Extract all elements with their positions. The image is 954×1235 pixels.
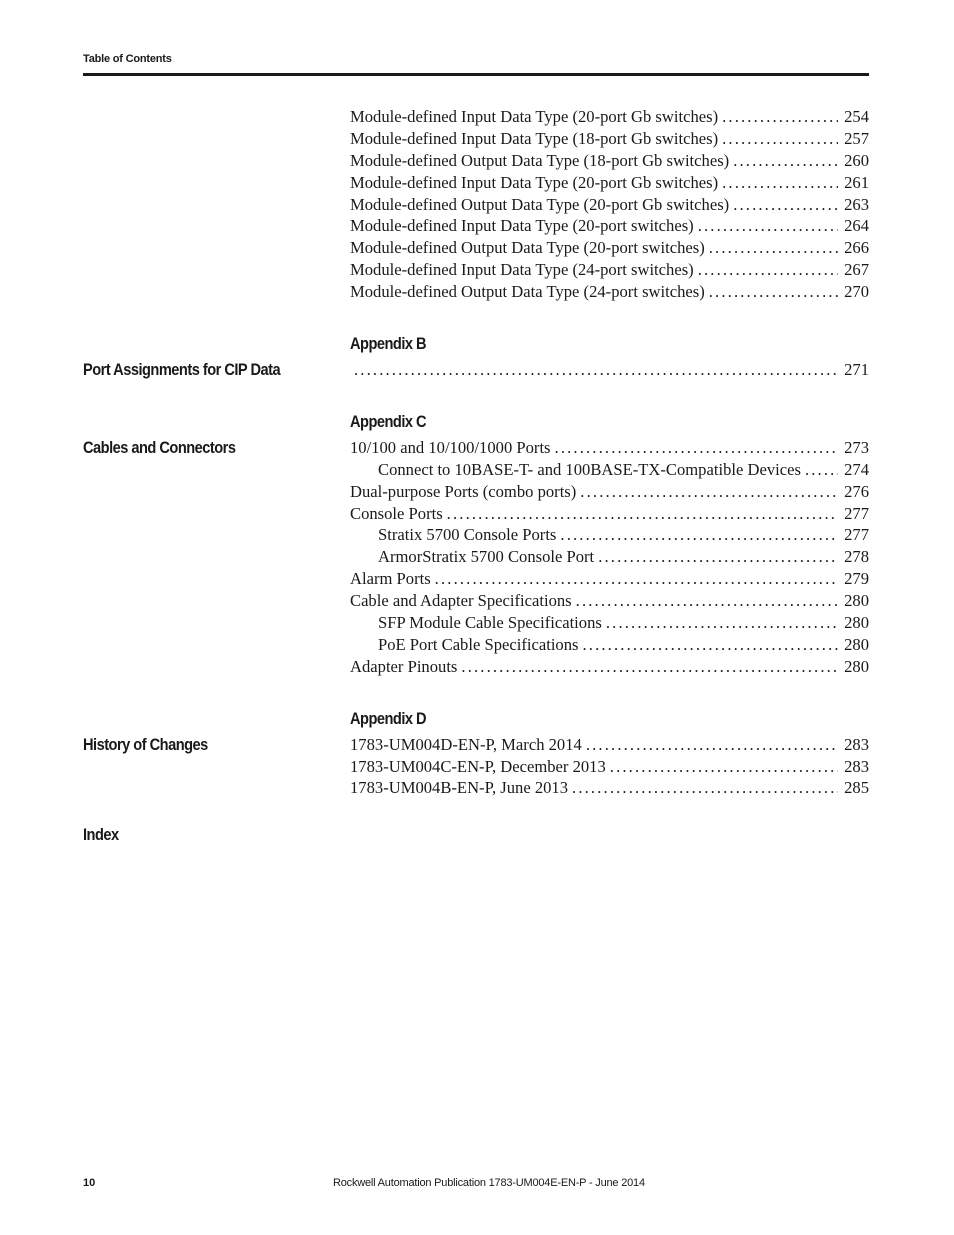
toc-entry-page: 254 — [844, 107, 869, 126]
toc-entry[interactable] — [350, 215, 869, 237]
toc-entry-page: 280 — [844, 613, 869, 633]
toc-subentry[interactable] — [350, 524, 869, 546]
toc-subentry[interactable] — [350, 546, 869, 568]
toc-entry-label: Module-defined Input Data Type (20-port Gb switches) — [350, 172, 719, 192]
toc-entry[interactable] — [350, 172, 869, 194]
dot-leader — [586, 734, 838, 756]
toc-entry-page: 278 — [844, 547, 869, 567]
appendix-d-section — [83, 704, 869, 800]
dot-leader — [610, 756, 838, 778]
toc-entry-page: 257 — [844, 128, 869, 148]
toc-entry[interactable] — [350, 777, 869, 799]
index-title[interactable]: Index — [83, 825, 119, 845]
toc-entry[interactable] — [350, 128, 869, 150]
footer-page-number: 10 — [83, 1177, 96, 1189]
toc-entry-page: 280 — [844, 634, 869, 654]
toc-entry-label: Module-defined Input Data Type (20-port switches) — [350, 216, 694, 236]
toc-entry-page: 263 — [844, 194, 869, 214]
toc-entry[interactable] — [350, 281, 869, 303]
dot-leader — [598, 546, 838, 568]
toc-entry-page: 277 — [844, 525, 869, 545]
toc-entry-page: 260 — [844, 150, 869, 170]
chapter-title[interactable]: Port Assignments for CIP Data — [83, 360, 281, 380]
toc-entry-label: Module-defined Input Data Type (18-port Gb switches) — [350, 128, 719, 148]
toc-entry-label: 1783-UM004D-EN-P, March 2014 — [350, 734, 582, 754]
toc-entry[interactable] — [350, 481, 869, 503]
appendix-label: Appendix C — [350, 411, 427, 431]
continued-entries — [350, 106, 869, 303]
toc-entry[interactable] — [350, 503, 869, 525]
toc-entry[interactable] — [350, 756, 869, 778]
dot-leader — [576, 590, 838, 612]
dot-leader — [354, 359, 838, 381]
toc-entry-page: 283 — [844, 756, 869, 776]
toc-entry[interactable] — [350, 437, 869, 459]
header-rule — [83, 73, 869, 76]
toc-entry-page: 280 — [844, 656, 869, 676]
toc-entry[interactable] — [350, 359, 869, 381]
toc-entry-label: Module-defined Output Data Type (24-port switches) — [350, 282, 705, 302]
dot-leader — [722, 128, 838, 150]
dot-leader — [805, 459, 838, 481]
toc-entry-page: 273 — [844, 437, 869, 457]
toc-subentry[interactable] — [350, 634, 869, 656]
toc-entry-page: 271 — [844, 360, 869, 380]
toc-entry[interactable] — [350, 106, 869, 128]
toc-entry-page: 270 — [844, 282, 869, 302]
toc-entry[interactable] — [350, 237, 869, 259]
toc-entry-label: Alarm Ports — [350, 569, 431, 589]
toc-entry[interactable] — [350, 259, 869, 281]
toc-entry-label: Module-defined Output Data Type (18-port Gb switches) — [350, 150, 730, 170]
toc-entry-label: Dual-purpose Ports (combo ports) — [350, 481, 577, 501]
toc-subentry[interactable] — [350, 459, 869, 481]
toc-entry-label: 10/100 and 10/100/1000 Ports — [350, 437, 551, 457]
dot-leader — [606, 612, 838, 634]
dot-leader — [709, 281, 838, 303]
running-header: Table of Contents — [83, 53, 172, 65]
toc-entry-label: SFP Module Cable Specifications — [378, 613, 602, 633]
dot-leader — [560, 524, 838, 546]
toc-entry[interactable] — [350, 656, 869, 678]
dot-leader — [582, 634, 838, 656]
toc-entry-label: 1783-UM004B-EN-P, June 2013 — [350, 778, 569, 798]
toc-entry[interactable] — [350, 194, 869, 216]
table-of-contents — [83, 106, 869, 845]
dot-leader — [447, 503, 838, 525]
toc-entry-page: 277 — [844, 503, 869, 523]
toc-entry[interactable] — [350, 568, 869, 590]
toc-entry-label: Module-defined Output Data Type (20-port Gb switches) — [350, 194, 730, 214]
toc-entry-label: 1783-UM004C-EN-P, December 2013 — [350, 756, 606, 776]
toc-entry-page: 266 — [844, 238, 869, 258]
toc-entry-label: Module-defined Output Data Type (20-port switches) — [350, 238, 705, 258]
toc-entry-page: 261 — [844, 172, 869, 192]
toc-entry-page: 276 — [844, 481, 869, 501]
dot-leader — [435, 568, 838, 590]
chapter-title[interactable]: History of Changes — [83, 734, 208, 754]
toc-entry-label: Stratix 5700 Console Ports — [378, 525, 557, 545]
dot-leader — [580, 481, 838, 503]
dot-leader — [461, 656, 838, 678]
dot-leader — [722, 172, 838, 194]
toc-entry-page: 267 — [844, 260, 869, 280]
appendix-b-section — [83, 329, 869, 381]
toc-entry-label: Connect to 10BASE-T- and 100BASE-TX-Compatible Devices — [378, 459, 801, 479]
toc-entry-label: Module-defined Input Data Type (24-port switches) — [350, 260, 694, 280]
dot-leader — [555, 437, 839, 459]
toc-entry-label: Console Ports — [350, 503, 443, 523]
dot-leader — [572, 777, 838, 799]
toc-entry-page: 283 — [844, 734, 869, 754]
toc-entry[interactable] — [350, 150, 869, 172]
appendix-c-section — [83, 407, 869, 678]
appendix-label: Appendix D — [350, 708, 427, 728]
toc-subentry[interactable] — [350, 612, 869, 634]
toc-entry-label: Adapter Pinouts — [350, 656, 458, 676]
toc-entry[interactable] — [350, 590, 869, 612]
dot-leader — [698, 259, 838, 281]
footer-publication: Rockwell Automation Publication 1783-UM004E-EN-P - June 2014 — [333, 1177, 645, 1189]
toc-entry-label: Cable and Adapter Specifications — [350, 591, 572, 611]
dot-leader — [722, 106, 838, 128]
toc-entry-page: 274 — [844, 459, 869, 479]
dot-leader — [698, 215, 838, 237]
toc-entry-label: PoE Port Cable Specifications — [378, 634, 579, 654]
toc-entry-page: 264 — [844, 216, 869, 236]
toc-entry-page: 285 — [844, 778, 869, 798]
toc-entry-label: ArmorStratix 5700 Console Port — [378, 547, 595, 567]
dot-leader — [733, 150, 838, 172]
appendix-label: Appendix B — [350, 334, 427, 354]
toc-entry-page: 279 — [844, 569, 869, 589]
toc-entry-label: Module-defined Input Data Type (20-port Gb switches) — [350, 107, 719, 126]
toc-entry[interactable] — [350, 734, 869, 756]
chapter-title[interactable]: Cables and Connectors — [83, 437, 236, 457]
dot-leader — [709, 237, 838, 259]
dot-leader — [733, 194, 838, 216]
toc-entry-page: 280 — [844, 591, 869, 611]
